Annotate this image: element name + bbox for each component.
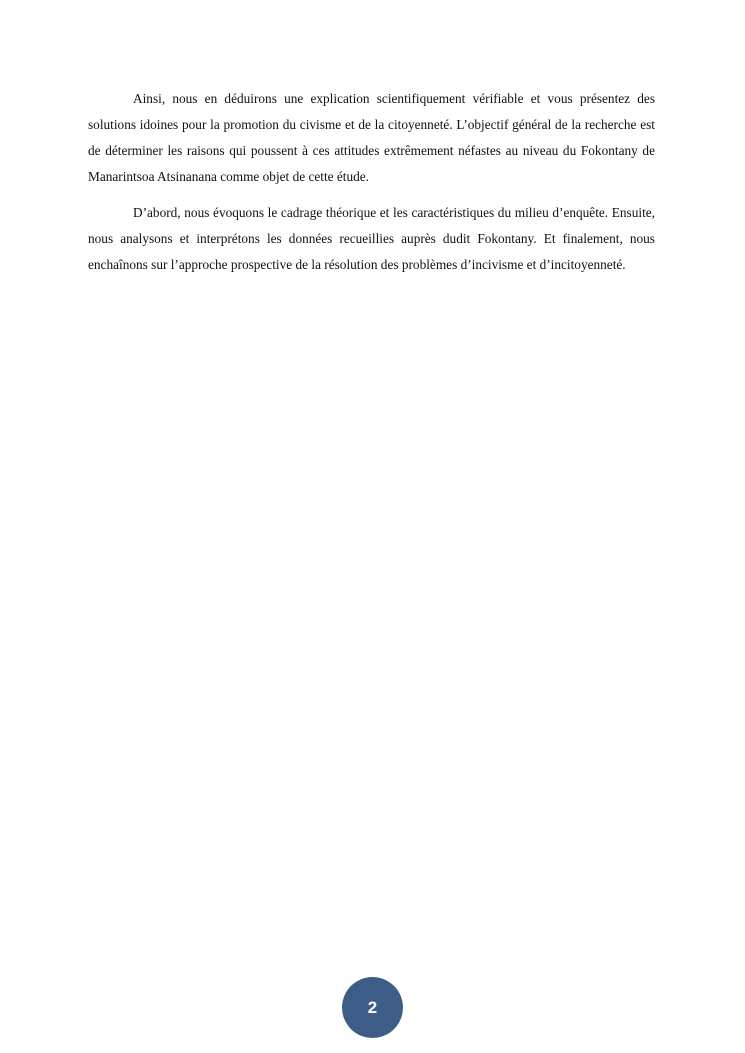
body-text bbox=[88, 86, 655, 288]
paragraph-2: D’abord, nous évoquons le cadrage théorique et les caractéristiques du milieu d’enquête. Ensuite, nous analysons et interprétons les données recueillies auprès dudit Fokontany. Et finalement, nous enchaînons sur l’approche prospective de la résolution des problèmes d’incivisme et d’incitoyenneté. bbox=[88, 205, 655, 272]
page-number-badge: 2 bbox=[342, 977, 403, 1038]
paragraph-1: Ainsi, nous en déduirons une explication scientifiquement vérifiable et vous présentez des solutions idoines pour la promotion du civisme et de la citoyenneté. L’objectif général de la recherche est de déterminer les raisons qui poussent à ces attitudes extrêmement néfastes au niveau du Fokontany de Manarintsoa Atsinanana comme objet de cette étude. bbox=[88, 91, 655, 184]
